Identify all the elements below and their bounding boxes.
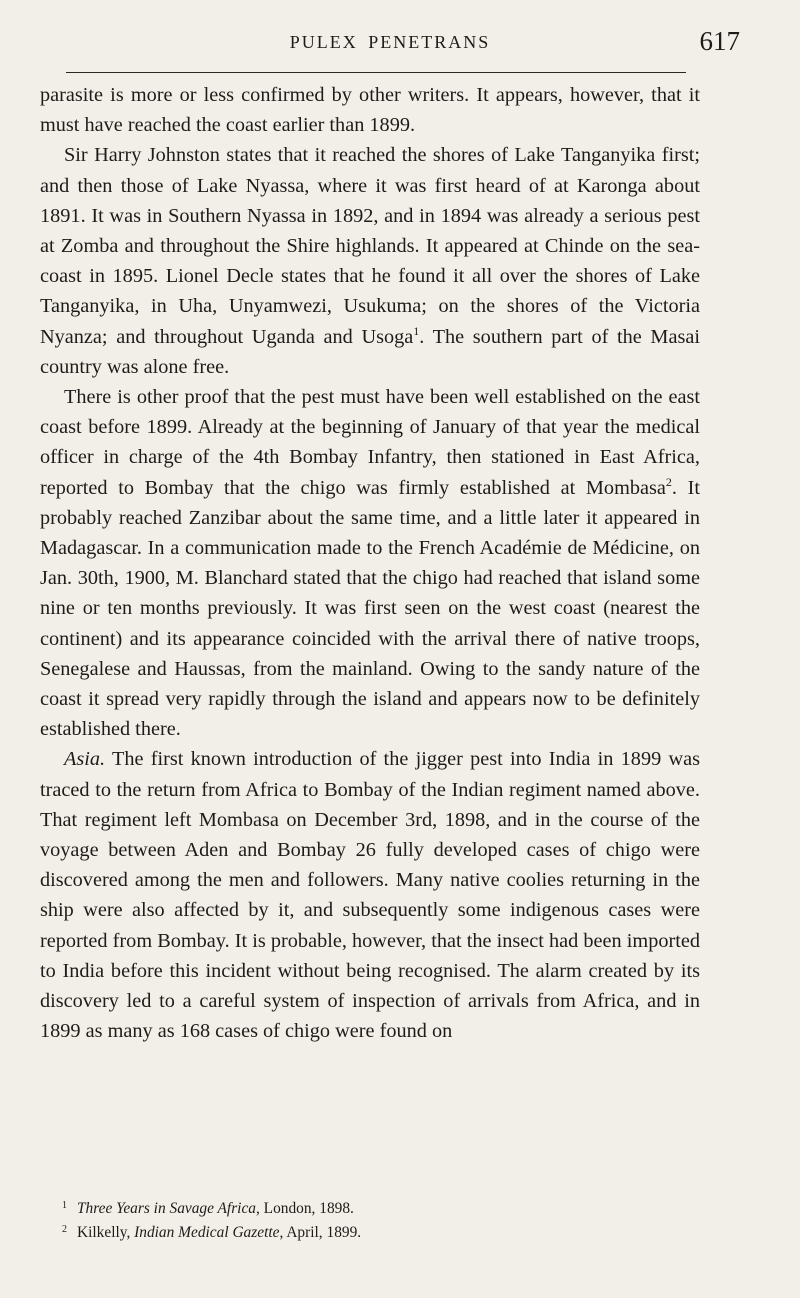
paragraph-4: Asia. The first known introduction of the jigger pest into India in 1899 was traced to the return from Africa to Bombay of the Indian regiment named above. That regiment left Mombasa on December 3rd, 1898, and in the course of the voyage between Aden and Bombay 26 fully developed cases of chigo were discovered among the men and followers. Many native coolies returning in the ship were also affected by it, and subsequently some indigenous cases were reported from Bombay. It is probable, however, that the insect had been imported to India before this incident without being recognised. The alarm created by its discovery led to a careful system of inspection of arrivals from Africa, and in 1899 as many as 168 cases of chigo were found on [40, 748, 700, 1043]
running-title: PULEX PENETRANS [289, 32, 491, 52]
footnotes [40, 1197, 700, 1244]
footnote-1: $^1$ Three Years in Savage Africa, London, 1898. [62, 1200, 354, 1217]
header-rule [66, 72, 686, 73]
section-lead-asia: Asia. [64, 748, 106, 771]
body-text [40, 80, 700, 1047]
footnote-2: $^2$ Kilkelly, Indian Medical Gazette, April, 1899. [62, 1223, 362, 1241]
footnote-ref-1: 1 [413, 323, 420, 338]
page-number: 617 [699, 26, 740, 56]
paragraph-3: There is other proof that the pest must have been well established on the east coast before 1899. Already at the beginning of January of that year the medical officer in charge of the 4th Bombay Infantry, then stationed in East Africa, reported to Bombay that the chigo was firmly established at Mombasa$^2$. It probably reached Zanzibar about the same time, and a little later it appeared in Madagascar. In a communication made to the French Académie de Médicine, on Jan. 30th, 1900, M. Blanchard stated that the chigo had reached that island some nine or ten months previously. It was first seen on the west coast (nearest the continent) and its appearance coincided with the arrival there of native troops, Senegalese and Haussas, from the mainland. Owing to the sandy nature of the coast it spread very rapidly through the island and appears now to be definitely established there. [40, 386, 700, 741]
paragraph-1: parasite is more or less confirmed by other writers. It appears, however, that it must have reached the coast earlier than 1899. [40, 84, 700, 137]
footnote-ref-2: 2 [665, 474, 672, 489]
paragraph-2: Sir Harry Johnston states that it reached the shores of Lake Tanganyika first; and then those of Lake Nyassa, where it was first heard of at Karonga about 1891. It was in Southern Nyassa in 1892, and in 1894 was already a serious pest at Zomba and throughout the Shire highlands. It appeared at Chinde on the sea-coast in 1895. Lionel Decle states that he found it all over the shores of Lake Tanganyika, in Uha, Unyamwezi, Usukuma; on the shores of the Victoria Nyanza; and throughout Uganda and Usoga$^1$. The southern part of the Masai country was alone free. [40, 144, 700, 378]
page-header [40, 26, 740, 57]
